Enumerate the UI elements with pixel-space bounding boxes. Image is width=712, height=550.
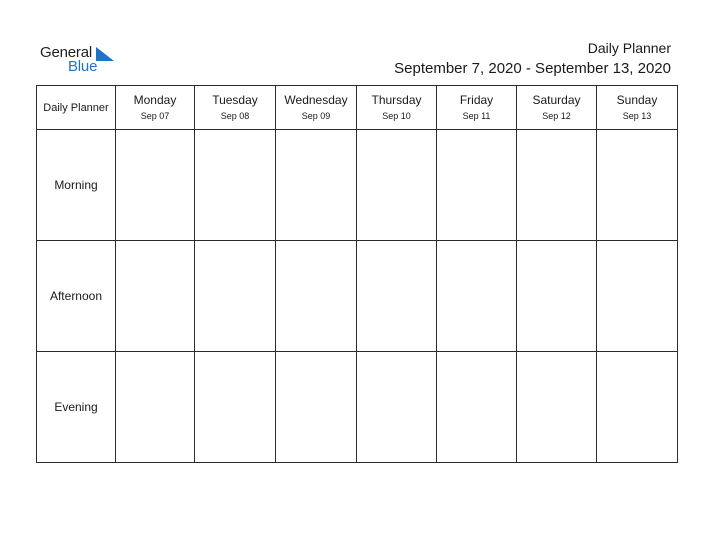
planner-cell[interactable] [597, 241, 678, 352]
brand-logo [40, 44, 120, 76]
day-date: Sep 07 [140, 111, 170, 121]
slot-label-cell [37, 352, 116, 463]
slot-row-evening [37, 352, 678, 463]
day-header-friday [437, 86, 517, 130]
slot-row-afternoon [37, 241, 678, 352]
planner-cell[interactable] [357, 130, 437, 241]
day-name: Monday [133, 93, 177, 107]
day-header-monday [116, 86, 195, 130]
day-date: Sep 11 [462, 111, 491, 121]
planner-cell[interactable] [116, 130, 195, 241]
planner-cell[interactable] [517, 130, 597, 241]
day-header-thursday [357, 86, 437, 130]
slot-label: Afternoon [49, 289, 103, 303]
day-header-sunday [597, 86, 678, 130]
logo-text-general: General [40, 44, 92, 61]
planner-cell[interactable] [195, 241, 276, 352]
planner-cell[interactable] [195, 352, 276, 463]
planner-cell[interactable] [276, 241, 357, 352]
page-title: Daily Planner [587, 40, 671, 56]
day-name: Thursday [371, 93, 422, 107]
planner-table [36, 85, 678, 463]
planner-cell[interactable] [195, 130, 276, 241]
slot-label: Morning [54, 178, 98, 192]
corner-cell [37, 86, 116, 130]
planner-cell[interactable] [276, 352, 357, 463]
day-name: Wednesday [284, 93, 348, 107]
planner-cell[interactable] [116, 352, 195, 463]
planner-cell[interactable] [437, 241, 517, 352]
day-header-tuesday [195, 86, 276, 130]
logo-flag-icon [96, 47, 114, 61]
corner-label: Daily Planner [43, 101, 109, 114]
planner-cell[interactable] [116, 241, 195, 352]
slot-label: Evening [54, 400, 98, 414]
planner-cell[interactable] [357, 241, 437, 352]
day-name: Friday [459, 93, 494, 107]
day-date: Sep 09 [301, 111, 331, 121]
planner-cell[interactable] [517, 241, 597, 352]
slot-label-cell [37, 241, 116, 352]
planner-cell[interactable] [437, 130, 517, 241]
day-date: Sep 10 [382, 111, 411, 121]
planner-cell[interactable] [357, 352, 437, 463]
slot-row-morning [37, 130, 678, 241]
planner-cell[interactable] [597, 130, 678, 241]
logo-text-blue: Blue [68, 58, 98, 75]
day-header-wednesday [276, 86, 357, 130]
planner-cell[interactable] [597, 352, 678, 463]
planner-cell[interactable] [517, 352, 597, 463]
day-header-saturday [517, 86, 597, 130]
day-date: Sep 13 [622, 111, 652, 121]
slot-label-cell [37, 130, 116, 241]
header-row [37, 86, 678, 130]
day-name: Sunday [616, 93, 658, 107]
day-name: Tuesday [212, 93, 258, 107]
day-name: Saturday [532, 93, 581, 107]
day-date: Sep 12 [542, 111, 571, 121]
planner-cell[interactable] [276, 130, 357, 241]
date-range: September 7, 2020 - September 13, 2020 [394, 60, 671, 77]
planner-cell[interactable] [437, 352, 517, 463]
day-date: Sep 08 [220, 111, 250, 121]
